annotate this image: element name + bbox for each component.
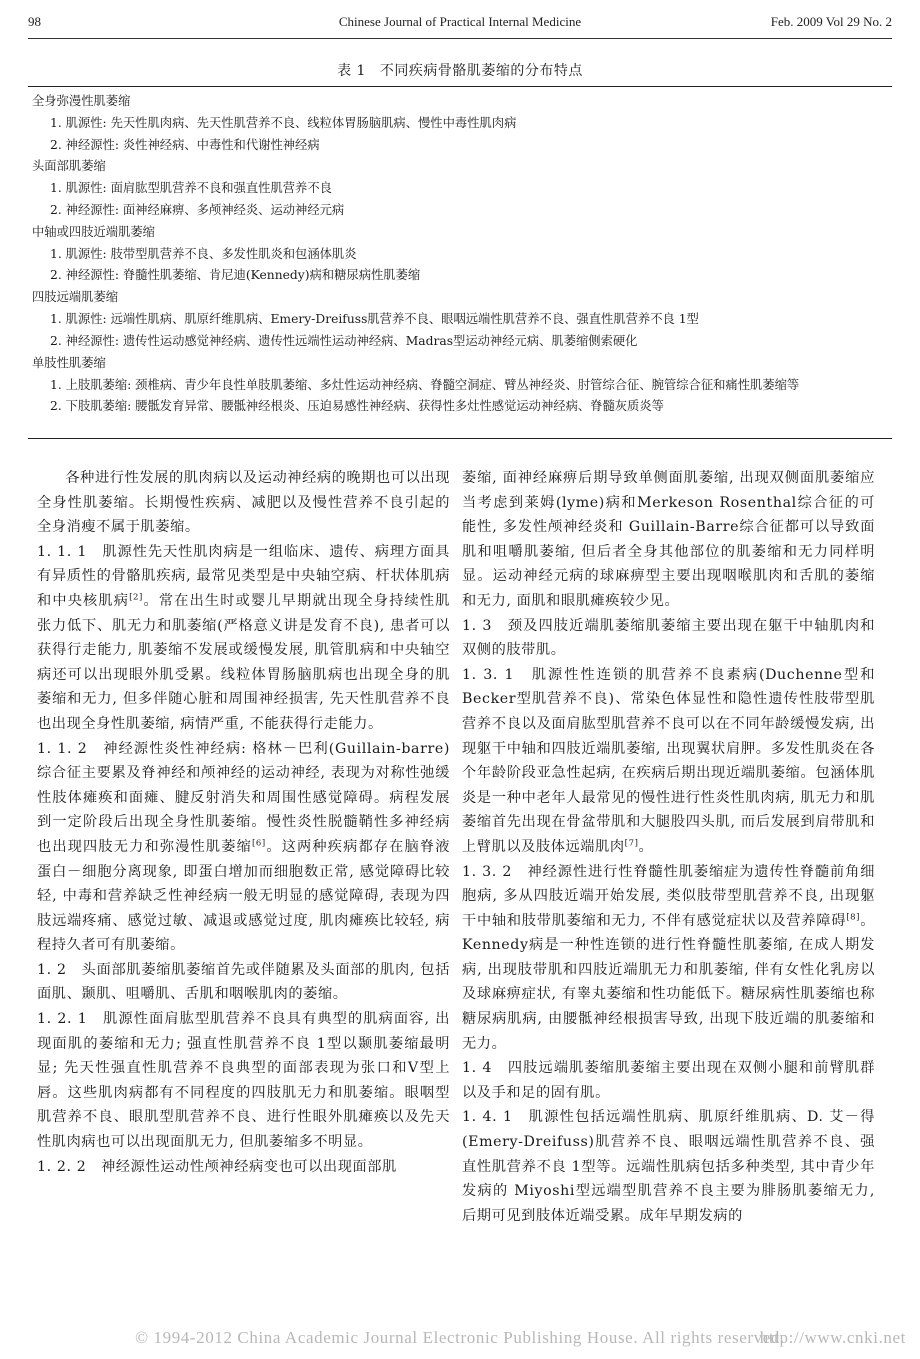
paragraph-text: 。 xyxy=(638,838,654,855)
section-heading: 1. 2. 1 肌源性 xyxy=(37,1011,150,1028)
footer-site-link[interactable]: http://www.cnki.net xyxy=(759,1328,906,1347)
header-divider xyxy=(28,38,892,39)
section-1-4-1 xyxy=(462,1105,875,1228)
section-1-3-1 xyxy=(462,663,875,860)
table-row: 2. 神经源性: 脊髓性肌萎缩、肯尼迪(Kennedy)病和糖尿病性肌萎缩 xyxy=(50,268,421,283)
section-heading: 1. 3. 1 肌源性 xyxy=(462,666,581,683)
issue-info: Feb. 2009 Vol 29 No. 2 xyxy=(770,14,892,29)
citation: [2] xyxy=(129,592,143,603)
distribution-table xyxy=(28,91,892,418)
paragraph-text: 。这两种疾病都存在脑脊液蛋白－细胞分离现象, 即蛋白增加而细胞数正常, 感觉障碍比较轻, 中毒和营养缺乏性神经病一般无明显的感觉障碍, 表现为四肢远端疼痛、感觉过敏、减退或感觉过度, 肌肉瘫痪比较轻, 病程持久者可有肌萎缩。 xyxy=(37,838,451,954)
table-number: 表 1 xyxy=(337,63,366,79)
paragraph-text: 包括远端性肌病、肌原纤维肌病、D. 艾－得(Emery-Dreifuss)肌营养不良、眼咽远端性肌营养不良、强直性肌营养不良 1型等。远端性肌病包括多种类型, 其中青少年发病的 Miyoshi型远端型肌营养不良主要为腓肠肌萎缩无力, 后期可见到肢体近端受累。成年早期发病的 xyxy=(462,1109,875,1224)
table-row: 2. 神经源性: 遗传性运动感觉神经病、遗传性远端性运动神经病、Madras型运动神经元病、肌萎缩侧索硬化 xyxy=(50,333,638,348)
paragraph-text: 炎性神经病: 格林－巴利(Guillain-barre)综合征主要累及脊神经和颅神经的运动神经, 表现为对称性弛缓性肢体瘫痪和面瘫、腱反射消失和周围性感觉障碍。病程发展到一定阶段后出现全身性肌萎缩。慢性炎性脱髓鞘性多神经病也出现四肢无力和弥漫性肌萎缩 xyxy=(37,740,450,855)
section-1-4 xyxy=(462,1056,875,1105)
table-row: 1. 肌源性: 肢带型肌营养不良、多发性肌炎和包涵体肌炎 xyxy=(50,246,357,261)
section-heading: 1. 2 头面部肌萎缩 xyxy=(37,961,172,978)
table-row: 1. 肌源性: 面肩肱型肌营养不良和强直性肌营养不良 xyxy=(50,181,332,196)
page-number: 98 xyxy=(28,14,41,29)
citation: [8] xyxy=(846,911,861,922)
paragraph-text: 。Kennedy病是一种性连锁的进行性脊髓性肌萎缩, 在成人期发病, 出现肢带肌和四肢近端肌无力和肌萎缩, 伴有女性化乳房以及球麻痹症状, 有睾丸萎缩和性功能低下。糖尿病性肌萎缩也称糖尿病肌病, 由腰骶神经根损害导致, 出现下肢近端的肌萎缩和无力。 xyxy=(462,912,875,1052)
copyright-footer xyxy=(0,1328,920,1354)
section-1-3 xyxy=(462,614,875,663)
section-heading: 1. 4. 1 肌源性 xyxy=(462,1109,576,1126)
section-heading: 1. 3. 2 神经源性 xyxy=(462,863,588,880)
section-heading: 1. 4 四肢远端肌萎缩 xyxy=(462,1060,616,1077)
table-row: 1. 肌源性: 先天性肌肉病、先天性肌营养不良、线粒体胃肠脑肌病、慢性中毒性肌肉病 xyxy=(50,115,517,130)
section-1-2-1 xyxy=(37,1007,450,1155)
table-row: 2. 下肢肌萎缩: 腰骶发育异常、腰骶神经根炎、压迫易感性神经病、获得性多灶性感觉运动神经病、脊髓灰质炎等 xyxy=(50,399,664,414)
table-row: 1. 肌源性: 远端性肌病、肌原纤维肌病、Emery-Dreifuss肌营养不良、眼咽远端性肌营养不良、强直性肌营养不良 1型 xyxy=(50,311,699,326)
section-heading: 1. 2. 2 神经源性 xyxy=(37,1158,161,1175)
paragraph-text: 先天性肌肉病是一组临床、遗传、病理方面具有异质性的骨骼肌疾病, 最常见类型是中央轴空病、杆状体肌病和中央核肌病 xyxy=(37,543,450,609)
right-column xyxy=(462,466,875,1228)
table-category: 单肢性肌萎缩 xyxy=(32,355,106,370)
paragraph-text: 。常在出生时或婴儿早期就出现全身持续性肌张力低下、肌无力和肌萎缩(严格意义讲是发育不良), 患者可以获得行走能力, 肌萎缩不发展或缓慢发展, 肌管肌病和中央轴空病还可以出现眼外肌受累。线粒体胃肠脑肌病也出现全身的肌萎缩和无力, 但多伴随心脏和周围神经损害, 先天性肌营养不良也出现全身性肌萎缩, 病情严重, 不能获得行走能力。 xyxy=(37,592,450,732)
citation: [7] xyxy=(624,838,639,849)
table-category: 头面部肌萎缩 xyxy=(32,159,106,174)
section-heading: 1. 1. 2 神经源性 xyxy=(37,740,165,757)
section-1-2 xyxy=(37,958,450,1007)
section-heading: 1. 1. 1 肌源性 xyxy=(37,543,148,560)
section-heading: 1. 3 颈及四肢近端肌萎缩 xyxy=(462,617,646,634)
section-1-1-2 xyxy=(37,737,450,958)
section-1-1-1 xyxy=(37,540,450,737)
paragraph-text: 运动性颅神经病变也可以出现面部肌 xyxy=(160,1158,397,1175)
table-category: 全身弥漫性肌萎缩 xyxy=(32,94,131,108)
paragraph-text: 进行性脊髓性肌萎缩症为遗传性脊髓前角细胞病, 多从四肢近端开始发展, 类似肢带型肌营养不良, 出现躯干中轴和肢带肌萎缩和无力, 不伴有感觉症状以及营养障碍 xyxy=(462,863,876,929)
paragraph: 萎缩, 面神经麻痹后期导致单侧面肌萎缩, 出现双侧面肌萎缩应当考虑到莱姆(lyme)病和Merkeson Rosenthal综合征的可能性, 多发性颅神经炎和 Guillain-Barre综合征都可以导致面肌和咀嚼肌萎缩, 但后者全身其他部位的肌萎缩和无力同样明显。运动神经元病的球麻痹型主要出现咽喉肌肉和舌肌的萎缩和无力, 面肌和眼肌瘫痪较少见。 xyxy=(462,470,875,609)
section-1-3-2 xyxy=(462,860,875,1057)
paragraph-text: 肌萎缩首先或伴随累及头面部的肌肉, 包括面肌、颞肌、咀嚼肌、舌肌和咽喉肌肉的萎缩。 xyxy=(37,961,450,1003)
table-row: 2. 神经源性: 面神经麻痹、多颅神经炎、运动神经元病 xyxy=(50,202,345,217)
table-row: 2. 神经源性: 炎性神经病、中毒性和代谢性神经病 xyxy=(50,137,320,152)
table-caption xyxy=(28,60,892,80)
table-category: 中轴或四肢近端肌萎缩 xyxy=(32,224,155,239)
paragraph-text: 性连锁的肌营养不良素病(Duchenne型和 Becker型肌营养不良)、常染色体显性和隐性遗传性肢带型肌营养不良以及面肩肱型肌营养不良可以在不同年龄缓慢发病, 出现躯干中轴和四肢近端肌萎缩, 出现翼状肩胛。多发性肌炎在各个年龄阶段亚急性起病, 在疾病后期出现近端肌萎缩。包涵体肌炎是一种中老年人最常见的慢性进行性炎性肌肉病, 肌无力和肌萎缩首先出现在骨盆带肌和大腿股四头肌, 而后发展到肩带肌和上臂肌以及肢体远端肌肉 xyxy=(462,666,875,855)
page-header xyxy=(28,14,892,38)
table-bottom-rule xyxy=(28,438,892,439)
table-row: 1. 上肢肌萎缩: 颈椎病、青少年良性单肢肌萎缩、多灶性运动神经病、脊髓空洞症、臂丛神经炎、肘管综合征、腕管综合征和痛性肌萎缩等 xyxy=(50,378,800,393)
table-category: 四肢远端肌萎缩 xyxy=(32,290,119,305)
table-title: 不同疾病骨骼肌萎缩的分布特点 xyxy=(379,63,583,79)
copyright-notice: © 1994-2012 China Academic Journal Electronic Publishing House. All rights reserved. xyxy=(135,1328,785,1347)
paragraph-text: 面肩肱型肌营养不良具有典型的肌病面容, 出现面肌的萎缩和无力; 强直性肌营养不良 1型以颞肌萎缩最明显; 先天性强直性肌营养不良典型的面部表现为张口和V型上唇。这些肌肉病都有不同程度的四肢肌无力和肌萎缩。眼咽型肌营养不良、眼肌型肌营养不良、进行性眼外肌瘫痪以及先天性肌肉病也可以出现面肌无力, 但肌萎缩多不明显。 xyxy=(37,1011,450,1151)
paragraph: 各种进行性发展的肌肉病以及运动神经病的晚期也可以出现全身性肌萎缩。长期慢性疾病、减肥以及慢性营养不良引起的全身消瘦不属于肌萎缩。 xyxy=(37,470,450,536)
left-column xyxy=(37,466,450,1179)
citation: [6] xyxy=(251,838,266,849)
table-top-rule xyxy=(28,86,892,87)
journal-name: Chinese Journal of Practical Internal Medicine xyxy=(338,14,582,29)
paragraph-text: 肌萎缩主要出现在躯干中轴肌肉和双侧的肢带肌。 xyxy=(462,617,875,659)
paragraph-text: 肌萎缩主要出现在双侧小腿和前臂肌群以及手和足的固有肌。 xyxy=(462,1060,875,1101)
section-1-2-2 xyxy=(37,1155,450,1180)
